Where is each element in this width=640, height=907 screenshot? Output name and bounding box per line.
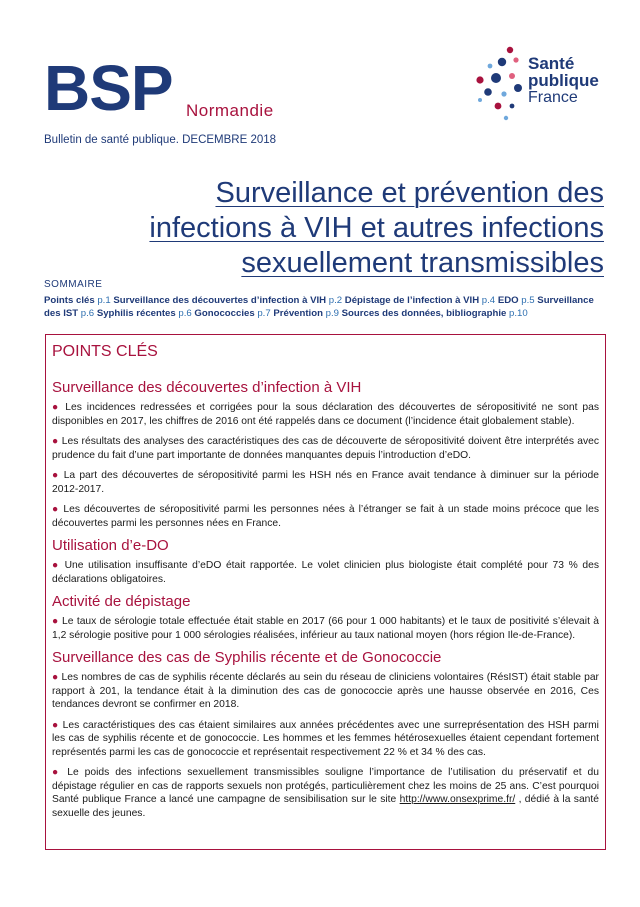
bullet-icon: ● [52,616,59,627]
key-point: ● Les incidences redressées et corrigées pour la sous déclaration des découvertes de séropositivité ne sont pas disponibles en 2017, les chiffres de 2016 ont été rappelés dans ce document (l’incidence était globalement stable). [52,402,599,427]
bullet-icon: ● [52,767,62,778]
title-line2: infections à VIH et autres infections [149,212,604,244]
agency-name-line2: publique [528,71,599,90]
sommaire-item[interactable]: Dépistage de l’infection à VIH p.4 [344,295,496,306]
sommaire-item[interactable]: Surveillance des IST p.6 [44,295,594,319]
page-title [44,176,604,281]
bsp-logo: BSP [44,52,173,124]
bullet-icon: ● [52,560,60,571]
agency-name-line1: Santé [528,54,575,73]
agency-name [528,55,599,106]
points-cles-heading: POINTS CLÉS [52,343,158,360]
bullet-icon: ● [52,470,60,481]
key-point: ● La part des découvertes de séropositivité parmi les HSH nés en France avait tendance à diminuer sur la période 2012-2017. [52,470,599,495]
points-cles-box [45,334,606,850]
key-point: ● Les nombres de cas de syphilis récente déclarés au sein du réseau de cliniciens volontaires (RésIST) était stable par rapport à 201, la tendance était à la diminution des cas de gonococcie après une hausse observée en 2016, Ces tendances devront se confirmer en 2018. [52,672,599,710]
bullet-icon: ● [52,402,61,413]
sommaire-item[interactable]: Gonococcies p.7 [194,307,271,319]
bullet-icon: ● [52,436,59,447]
sommaire-list [44,295,606,320]
section-heading-vih: Surveillance des découvertes d’infection à VIH [52,379,362,396]
section-heading-edo: Utilisation d’e-DO [52,537,169,554]
key-point: ● Les résultats des analyses des caractéristiques des cas de découverte de séropositivité doivent être interprétés avec prudence du fait d’une part importante de données manquantes depuis l’introduction d’eDO. [52,436,599,461]
bullet-icon: ● [52,719,59,731]
section-heading-syphilis: Surveillance des cas de Syphilis récente et de Gonococcie [52,649,442,666]
bullet-icon: ● [52,672,59,683]
sommaire-item[interactable]: Syphilis récentes p.6 [96,307,192,319]
sommaire-item[interactable]: EDO p.5 [497,295,535,306]
sommaire-heading: SOMMAIRE [44,279,103,290]
title-line3: sexuellement transmissibles [241,247,604,279]
sommaire-item[interactable]: Sources des données, bibliographie p.10 [341,307,528,319]
section-heading-depistage: Activité de dépistage [52,593,191,610]
key-point: ● Les caractéristiques des cas étaient similaires aux années précédentes avec une surreprésentation des HSH parmi les cas de syphilis récente et de gonococcie. Les hommes et les femmes hétérosexuelles étaient cependant fortement représentés parmi les cas de gonococcie et représentait respectivement 22 % et 34 % des cas. [52,719,599,758]
onsexprime-link[interactable]: http://www.onsexprime.fr/ [399,794,516,805]
key-point: ● Une utilisation insuffisante d’eDO était rapportée. Le volet clinicien plus biologiste était complété pour 73 % des déclarations obligatoires. [52,560,599,585]
region-label: Normandie [186,101,274,120]
key-point: ● Les découvertes de séropositivité parmi les personnes nées à l’étranger se fait à un stade moins précoce que les découvertes parmi les personnes nées en France. [52,504,599,529]
key-point: ● Le poids des infections sexuellement transmissibles souligne l’importance de l’utilisation du préservatif et du dépistage régulier en cas de rapports sexuels non protégés, particulièrement chez les moins de 25 ans. C’est pourquoi Santé publique France a lancé une campagne de sensibilisation sur le site http://www.onsexprime.fr/ , dédié à la santé sexuelle des jeunes. [52,767,599,819]
bullet-icon: ● [52,504,60,515]
agency-name-line3: France [528,89,578,106]
sommaire-item[interactable]: Surveillance des découvertes d’infection à VIH p.2 [113,295,343,306]
sommaire-item[interactable]: Points clés p.1 [44,295,111,306]
bulletin-date: Bulletin de santé publique. DECEMBRE 2018 [44,134,277,146]
title-line1: Surveillance et prévention des [215,177,604,209]
points-cles-content [52,379,599,827]
sommaire-item[interactable]: Prévention p.9 [273,307,339,319]
key-point: ● Le taux de sérologie totale effectuée était stable en 2017 (66 pour 1 000 habitants) et le taux de positivité s’élevait à 1,2 sérologie positive pour 1 000 sérologies réalisées, inférieur au taux national moyen (hors région Ile-de-France). [52,616,599,641]
